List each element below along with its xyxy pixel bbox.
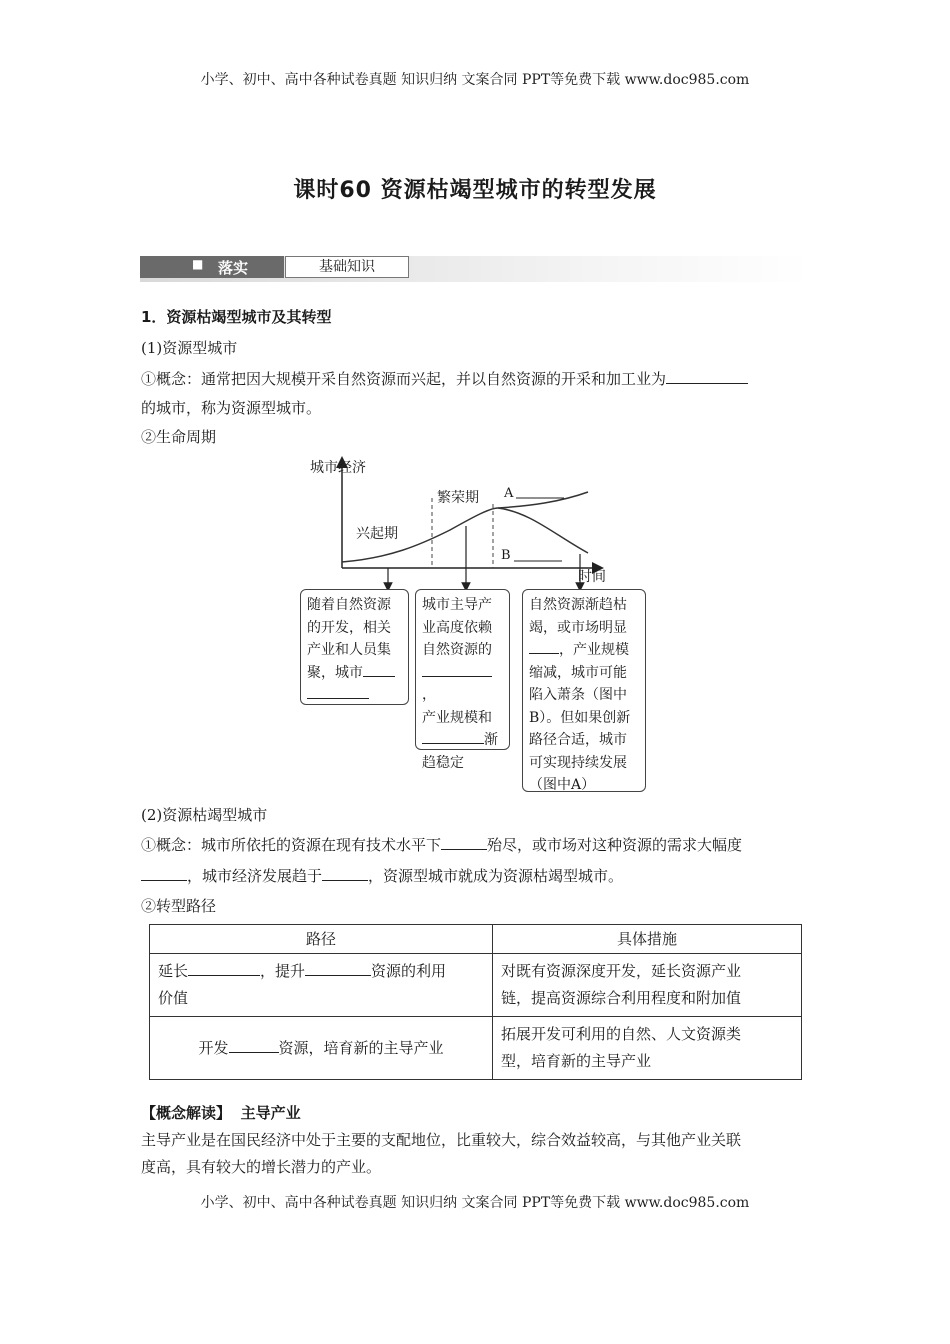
box2-line: 产业规模和	[422, 709, 492, 726]
answer-blank	[422, 662, 492, 677]
y-axis-label: 城市经济	[310, 460, 366, 476]
table-cell: 拓展开发可利用的自然、人文资源类 型，培育新的主导产业	[493, 1017, 802, 1080]
x-axis-label: 时间	[578, 569, 606, 585]
stage-box-rise	[300, 589, 409, 705]
stage-rise-label: 兴起期	[356, 526, 398, 542]
table-header: 具体措施	[493, 925, 802, 954]
table-row	[150, 1017, 802, 1080]
box2-line: 渐	[422, 729, 503, 752]
answer-blank	[188, 961, 260, 976]
box3-line: 缩减，城市可能	[529, 664, 627, 681]
concept-1-line-1	[141, 369, 748, 389]
concept-tag: 【概念解读】	[141, 1104, 232, 1122]
section-bar-label: 基础知识	[285, 256, 409, 278]
box3-line: 竭，或市场明显	[529, 619, 627, 636]
answer-blank	[307, 684, 369, 699]
table-cell: 开发 资源，培育新的主导产业	[150, 1017, 493, 1080]
answer-blank	[305, 961, 371, 976]
table-header-row	[150, 925, 802, 954]
page-title: 课时60 资源枯竭型城市的转型发展	[293, 178, 657, 203]
box1-line: 随着自然资源	[307, 597, 391, 613]
box3-line: B）。但如果创新	[529, 709, 631, 726]
concept-1-line-2: 的城市，称为资源型城市。	[141, 399, 322, 417]
box3-line: 陷入萧条（图中	[529, 687, 627, 703]
answer-blank	[441, 835, 487, 850]
curve-b-label: B	[501, 548, 511, 563]
answer-blank	[529, 639, 559, 654]
concept-2-line-1: ①概念：城市所依托的资源在现有技术水平下 殆尽，或市场对这种资源的需求大幅度	[141, 836, 743, 854]
stage-box-decline	[522, 589, 646, 792]
box2-line: 趋稳定	[422, 754, 464, 771]
page-header: 小学、初中、高中各种试卷真题 知识归纳 文案合同 PPT等免费下载 www.doc985.com	[200, 72, 750, 88]
box2-line: ，	[422, 662, 503, 707]
box1-line	[307, 684, 402, 707]
box2-line: 业高度依赖	[422, 619, 492, 636]
section-1-heading: 1．资源枯竭型城市及其转型	[141, 308, 332, 326]
box1-line: 产业和人员集	[307, 642, 391, 658]
box3-line: 路径合适，城市	[529, 732, 627, 748]
table-cell: 延长 ，提升 资源的利用 价值	[150, 954, 493, 1017]
section-bar-tag	[140, 256, 284, 278]
box1-line: 的开发，相关	[307, 619, 391, 636]
box3-line: （图中A）	[529, 777, 596, 793]
lifecycle-label: ②生命周期	[141, 428, 217, 446]
concept-term: 主导产业	[240, 1104, 301, 1122]
table-row	[150, 954, 802, 1017]
box3-line: ，产业规模	[529, 639, 639, 662]
square-bullet-icon: ■	[192, 257, 204, 271]
page-footer: 小学、初中、高中各种试卷真题 知识归纳 文案合同 PPT等免费下载 www.doc985.com	[200, 1195, 750, 1211]
subsection-1: (1)资源型城市	[141, 339, 238, 357]
box3-line: 自然资源渐趋枯	[529, 597, 627, 613]
stage-prosper-label: 繁荣期	[437, 490, 479, 506]
paths-label: ②转型路径	[141, 897, 217, 915]
answer-blank	[141, 866, 187, 881]
concept-1-text-a: ①概念：通常把因大规模开采自然资源而兴起，并以自然资源的开采和加工业为	[141, 370, 667, 388]
table-header: 路径	[150, 925, 493, 954]
section-tag-text: 落实	[218, 259, 249, 277]
concept-heading	[141, 1103, 301, 1123]
table-cell: 对既有资源深度开发，延长资源产业 链，提高资源综合利用程度和附加值	[493, 954, 802, 1017]
answer-blank	[422, 729, 484, 744]
curve-b	[498, 508, 588, 553]
subsection-2: (2)资源枯竭型城市	[141, 806, 268, 824]
concept-def-line-1: 主导产业是在国民经济中处于主要的支配地位，比重较大，综合效益较高，与其他产业关联	[141, 1131, 742, 1149]
box2-line: 自然资源的	[422, 642, 492, 658]
stage-box-prosper	[415, 589, 510, 771]
answer-blank	[322, 866, 368, 881]
concept-def-line-2: 度高，具有较大的增长潜力的产业。	[141, 1158, 382, 1176]
answer-blank	[666, 369, 748, 384]
concept-2-line-2: ，城市经济发展趋于 ，资源型城市就成为资源枯竭型城市。	[141, 866, 623, 886]
box1-line: 聚，城市	[307, 662, 402, 685]
answer-blank	[363, 662, 395, 677]
curve-a-label: A	[504, 486, 514, 501]
box3-line: 可实现持续发展	[529, 754, 627, 771]
transition-paths-table	[149, 924, 802, 1080]
box2-line: 城市主导产	[422, 597, 492, 613]
answer-blank	[229, 1038, 279, 1053]
